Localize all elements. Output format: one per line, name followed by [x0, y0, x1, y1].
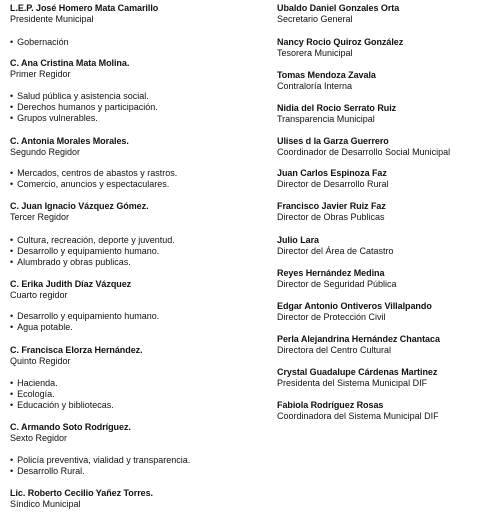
commission-item: • Desarrollo y equipamiento humano. — [10, 311, 159, 322]
official-entry — [277, 235, 394, 257]
official-role: Director del Área de Catastro — [277, 246, 394, 256]
commission-list — [10, 37, 69, 48]
official-role: Director de Obras Publicas — [277, 212, 385, 222]
commission-item: • Educación y bibliotecas. — [10, 400, 114, 411]
commission-item: • Alumbrado y obras publicas. — [10, 257, 175, 268]
official-name: Juan Carlos Espinoza Faz — [277, 168, 387, 178]
commission-item: • Grupos vulnerables. — [10, 113, 158, 124]
official-entry — [10, 3, 158, 25]
commission-item: • Desarrollo Rural. — [10, 466, 190, 477]
official-role: Director de Desarrollo Rural — [277, 179, 389, 189]
official-role: Sexto Regidor — [10, 433, 68, 443]
commission-list — [10, 311, 159, 333]
commission-list — [10, 378, 114, 411]
official-entry — [10, 279, 131, 301]
official-name: Edgar Antonio Ontiveros Villalpando — [277, 301, 432, 311]
official-name: Julio Lara — [277, 235, 320, 245]
commission-list — [10, 235, 175, 268]
commission-list — [10, 168, 177, 190]
official-entry — [10, 345, 143, 367]
official-name: C. Ana Cristina Mata Molina. — [10, 58, 130, 68]
commission-item: • Cultura, recreación, deporte y juventud. — [10, 235, 175, 246]
official-entry — [10, 58, 129, 80]
commission-list — [10, 455, 190, 477]
official-role: Tesorera Municipal — [277, 48, 353, 58]
official-role: Contraloría Interna — [277, 81, 353, 91]
commission-item: • Ecología. — [10, 389, 114, 400]
commission-item: • Policía preventiva, vialidad y transparencia. — [10, 455, 190, 466]
official-role: Coordinador de Desarrollo Social Municipal — [277, 147, 451, 157]
official-name: C. Antonia Morales Morales. — [10, 136, 129, 146]
official-name: Crystal Guadalupe Cárdenas Martinez — [277, 367, 438, 377]
official-role: Presidenta del Sistema Municipal DIF — [277, 378, 428, 388]
official-entry — [277, 136, 450, 158]
official-name: Ubaldo Daniel Gonzales Orta — [277, 3, 400, 13]
official-name: C. Juan Ignacio Vázquez Gómez. — [10, 201, 149, 211]
official-role: Coordinadora del Sistema Municipal DIF — [277, 411, 439, 421]
official-role: Presidente Municipal — [10, 14, 94, 24]
official-name: Francisco Javier Ruiz Faz — [277, 201, 386, 211]
official-entry — [10, 136, 129, 158]
official-name: C. Armando Soto Rodríguez. — [10, 422, 131, 432]
commission-item: • Hacienda. — [10, 378, 114, 389]
official-entry — [277, 70, 376, 92]
official-entry — [277, 301, 432, 323]
commission-item: • Comercio, anuncios y espectaculares. — [10, 179, 177, 190]
official-role: Síndico Municipal — [10, 499, 81, 509]
official-name: C. Erika Judith Díaz Vázquez — [10, 279, 132, 289]
official-role: Segundo Regidor — [10, 147, 81, 157]
official-name: Perla Alejandrina Hernández Chantaca — [277, 334, 440, 344]
official-entry — [277, 367, 437, 389]
official-entry — [277, 334, 440, 356]
commission-item: • Mercados, centros de abastos y rastros. — [10, 168, 177, 179]
official-entry — [10, 422, 131, 444]
official-name: Nancy Rocio Quiroz González — [277, 37, 404, 47]
official-name: Lic. Roberto Cecilio Yañez Torres. — [10, 488, 154, 498]
commission-item: • Derechos humanos y participación. — [10, 102, 158, 113]
official-entry — [277, 201, 386, 223]
official-entry — [277, 168, 389, 190]
official-name: L.E.P. José Homero Mata Camarillo — [10, 3, 159, 13]
official-role: Tercer Regidor — [10, 212, 70, 222]
official-entry — [277, 103, 396, 125]
official-name: Nidia del Rocio Serrato Ruiz — [277, 103, 397, 113]
official-role: Secretario General — [277, 14, 353, 24]
official-name: Fabiola Rodríguez Rosas — [277, 400, 384, 410]
commission-item: • Salud pública y asistencia social. — [10, 91, 158, 102]
official-entry — [10, 201, 149, 223]
official-entry — [277, 400, 439, 422]
official-name: C. Francisca Elorza Hernández. — [10, 345, 143, 355]
official-role: Quinto Regidor — [10, 356, 71, 366]
official-role: Directora del Centro Cultural — [277, 345, 392, 355]
official-entry — [10, 488, 153, 510]
official-name: Ulises d la Garza Guerrero — [277, 136, 389, 146]
official-entry — [277, 37, 403, 59]
official-role: Director de Seguridad Pública — [277, 279, 397, 289]
official-role: Cuarto regidor — [10, 290, 68, 300]
commission-item: • Agua potable. — [10, 322, 159, 333]
official-role: Primer Regidor — [10, 69, 71, 79]
official-role: Transparencia Municipal — [277, 114, 375, 124]
official-name: Tomas Mendoza Zavala — [277, 70, 376, 80]
commission-item: • Gobernación — [10, 37, 69, 48]
official-role: Director de Protección Civil — [277, 312, 386, 322]
official-entry — [277, 3, 399, 25]
commission-list — [10, 91, 158, 124]
official-name: Reyes Hernández Medina — [277, 268, 385, 278]
commission-item: • Desarrollo y equipamiento humano. — [10, 246, 175, 257]
official-entry — [277, 268, 397, 290]
